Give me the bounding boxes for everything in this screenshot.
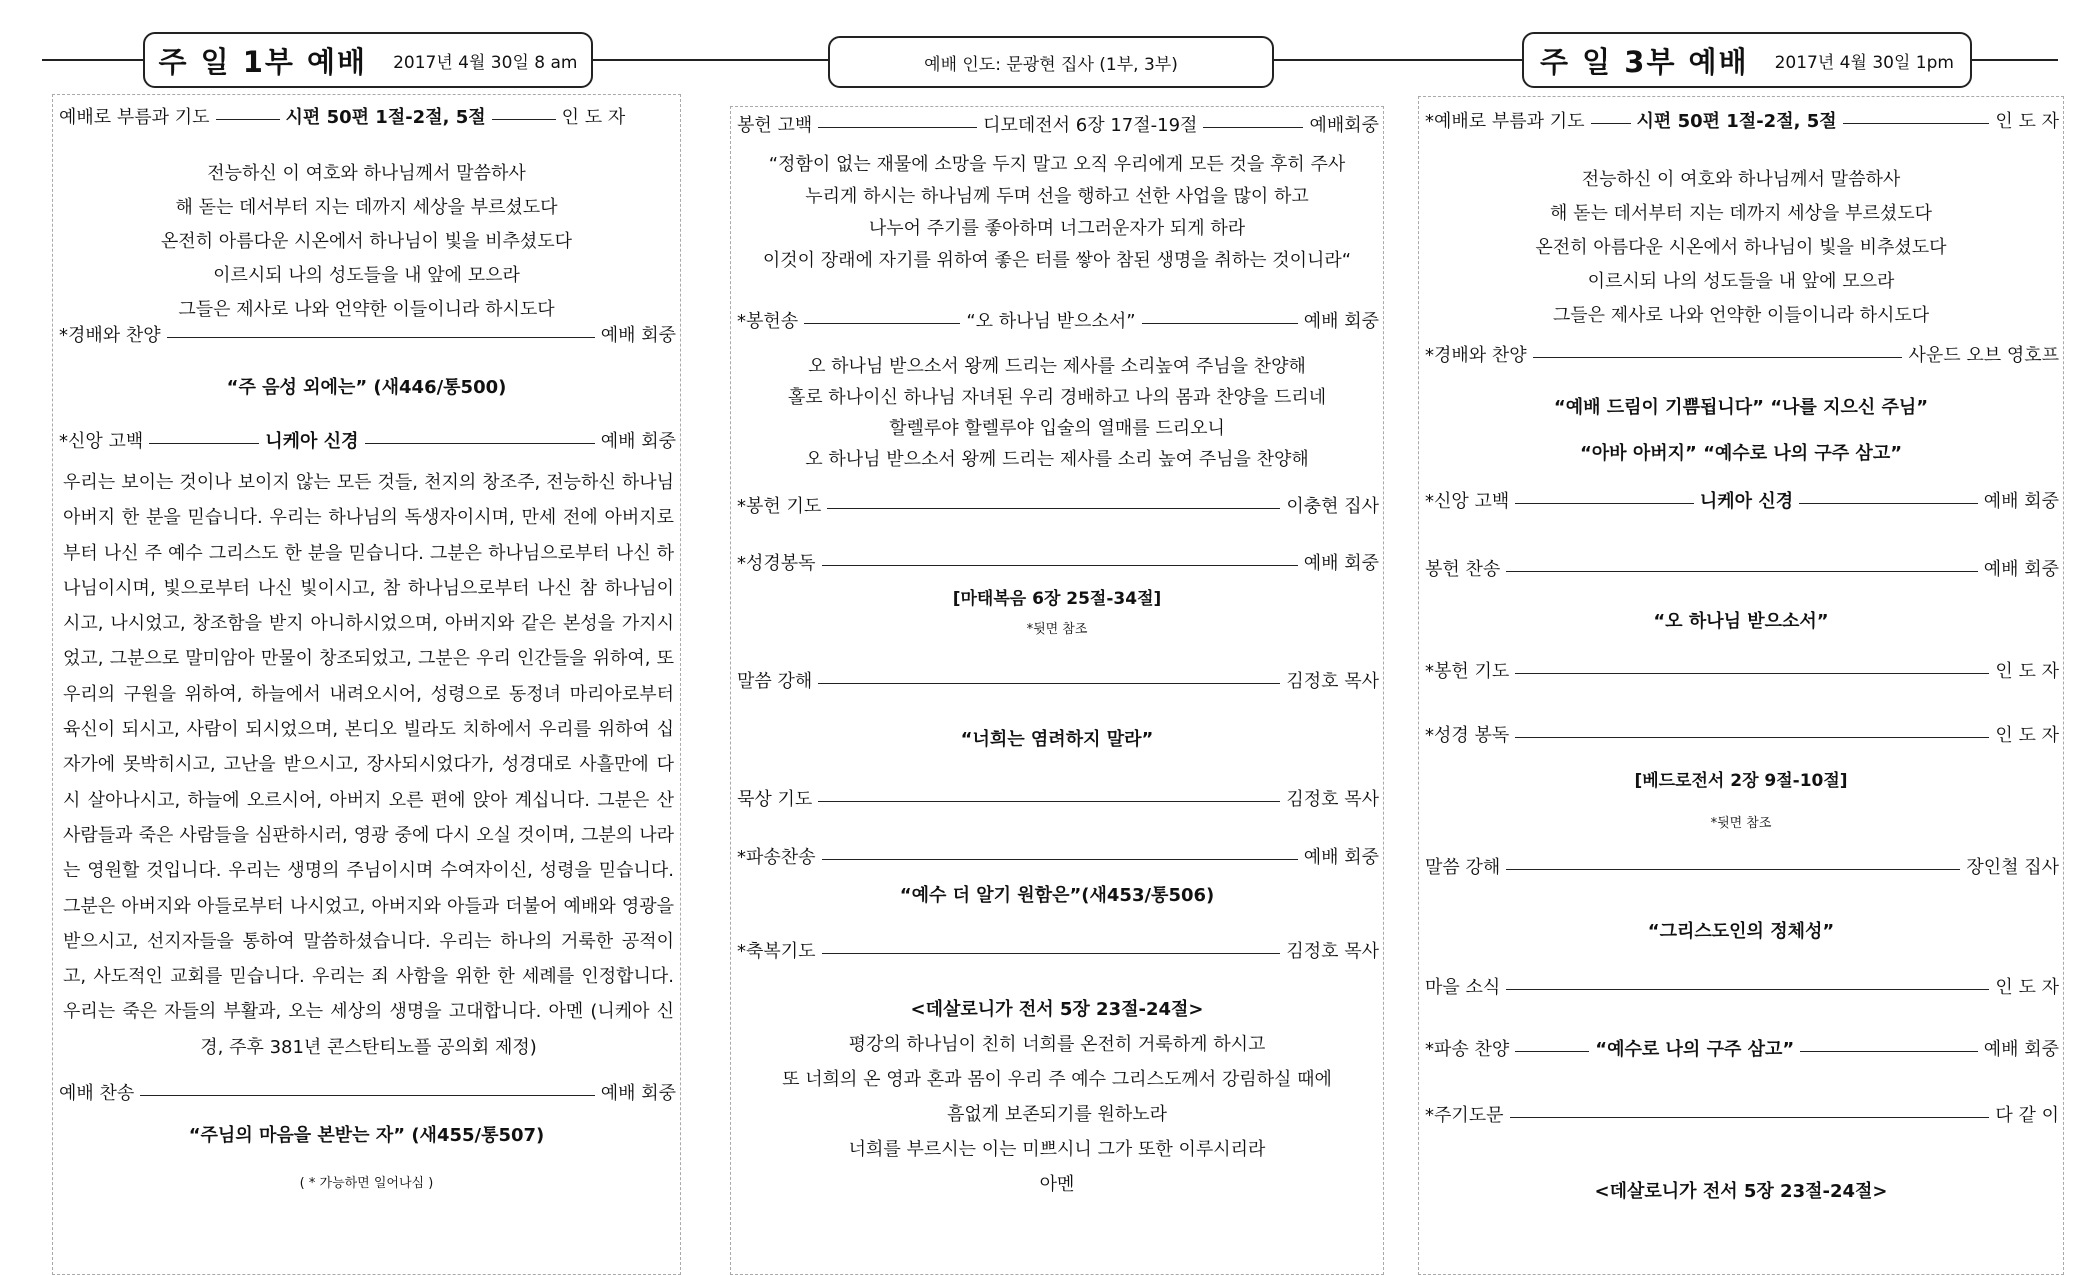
item-person: 인 도 자 bbox=[561, 107, 626, 128]
item-label: *경배와 찬양 bbox=[59, 325, 161, 346]
offering-and-sermon-order bbox=[730, 106, 1384, 1275]
top-rule-center-right bbox=[1270, 59, 1522, 61]
leader-line bbox=[818, 683, 1280, 684]
song-name: “오 하나님 받으소서” bbox=[966, 311, 1136, 332]
closing-hymn-row bbox=[731, 849, 1383, 867]
item-person: 사운드 오브 영호프 bbox=[1908, 345, 2059, 366]
item-person: 예배 회중 bbox=[600, 431, 676, 452]
offering-confession-row bbox=[731, 117, 1383, 135]
offering-text bbox=[731, 149, 1383, 277]
scripture-reading-row bbox=[1419, 727, 2063, 745]
psalm-line: 전능하신 이 여호와 하나님께서 말씀하사 bbox=[1581, 169, 1901, 190]
closing-praise-row bbox=[1419, 1041, 2063, 1059]
item-person: 예배 회중 bbox=[1303, 311, 1379, 332]
item-person: 다 같 이 bbox=[1995, 1105, 2059, 1126]
item-person: 이충현 집사 bbox=[1286, 496, 1379, 517]
benediction-line: 흠없게 보존되기를 원하노라 bbox=[946, 1104, 1168, 1125]
item-label: *파송 찬양 bbox=[1425, 1039, 1510, 1060]
psalm-line: 이르시되 나의 성도들을 내 앞에 모으라 bbox=[213, 265, 520, 286]
leader-line bbox=[822, 953, 1281, 954]
item-person: 인 도 자 bbox=[1995, 725, 2059, 746]
lords-prayer-row bbox=[1419, 1107, 2063, 1125]
item-person: 예배회중 bbox=[1309, 115, 1379, 136]
leader-line bbox=[1591, 123, 1631, 124]
item-scripture: 디모데전서 6장 17절-19절 bbox=[983, 115, 1198, 136]
offering-line: 누리게 하시는 하나님께 두며 선을 행하고 선한 사업을 많이 하고 bbox=[805, 186, 1309, 207]
top-rule-right bbox=[1970, 59, 2058, 61]
leader-line bbox=[1515, 1051, 1589, 1052]
item-label: *봉헌 기도 bbox=[737, 496, 822, 517]
psalm-line: 전능하신 이 여호와 하나님께서 말씀하사 bbox=[207, 163, 526, 184]
worship-row bbox=[1419, 347, 2063, 365]
village-news-row bbox=[1419, 979, 2063, 997]
benediction-ref: <데살로니가 전서 5장 23절-24절> bbox=[1594, 1181, 1888, 1202]
offering-line: 나누어 주기를 좋아하며 너그러운자가 되게 하라 bbox=[868, 218, 1246, 239]
offering-song-row bbox=[731, 313, 1383, 331]
hymn-song: “주님의 마음을 본받는 자” (새455/통507) bbox=[188, 1125, 545, 1146]
worship-leader: 예배 인도: 문광현 집사 (1부, 3부) bbox=[924, 54, 1178, 75]
sermon-row bbox=[731, 673, 1383, 691]
item-person: 인 도 자 bbox=[1995, 111, 2059, 132]
lyric-line: 홀로 하나이신 하나님 자녀된 우리 경배하고 나의 몸과 찬양을 드리네 bbox=[787, 387, 1327, 408]
psalm-line: 온전히 아름다운 시온에서 하나님이 빛을 비추셨도다 bbox=[160, 231, 573, 252]
item-person: 장인철 집사 bbox=[1966, 857, 2059, 878]
item-person: 예배 회중 bbox=[600, 1083, 676, 1104]
leader-line bbox=[1506, 989, 1989, 990]
leader-line bbox=[1510, 1117, 1990, 1118]
item-label: 묵상 기도 bbox=[737, 789, 813, 810]
sermon-title: “그리스도인의 정체성” bbox=[1647, 921, 1835, 942]
leader-line bbox=[1506, 571, 1977, 572]
lyric-line: 오 하나님 받으소서 왕께 드리는 제사를 소리 높여 주님을 찬양해 bbox=[805, 449, 1309, 470]
item-person: 예배 회중 bbox=[1983, 1039, 2059, 1060]
scripture-note: *뒷면 참조 bbox=[1026, 622, 1088, 637]
leader-line bbox=[167, 337, 595, 338]
scripture-ref: [베드로전서 2장 9절-10절] bbox=[1634, 771, 1848, 791]
leader-line bbox=[216, 119, 280, 120]
item-label: *축복기도 bbox=[737, 941, 816, 962]
top-rule-center-left bbox=[589, 59, 829, 61]
item-person: 인 도 자 bbox=[1995, 977, 2059, 998]
top-rule-left bbox=[42, 59, 145, 61]
service3-order bbox=[1418, 96, 2064, 1275]
item-label: 예배 찬송 bbox=[59, 1083, 135, 1104]
sermon-title: “너희는 염려하지 말라” bbox=[960, 729, 1154, 750]
leader-line bbox=[1515, 737, 1989, 738]
leader-line bbox=[827, 508, 1280, 509]
leader-line bbox=[1843, 123, 1990, 124]
item-person: 김정호 목사 bbox=[1286, 789, 1379, 810]
leader-line bbox=[1142, 323, 1298, 324]
silent-prayer-row bbox=[731, 791, 1383, 809]
item-label: *파송찬송 bbox=[737, 847, 816, 868]
psalm-line: 그들은 제사로 나와 언약한 이들이니라 하시도다 bbox=[1552, 305, 1930, 326]
creed-name: 니케아 신경 bbox=[265, 431, 359, 452]
benediction-row bbox=[731, 943, 1383, 961]
call-to-worship-row bbox=[1419, 113, 2063, 131]
item-person: 인 도 자 bbox=[1995, 661, 2059, 682]
benediction-line: 아멘 bbox=[1039, 1174, 1075, 1195]
scripture-reading-row bbox=[731, 555, 1383, 573]
leader-line bbox=[822, 565, 1298, 566]
item-person: 예배 회중 bbox=[600, 325, 676, 346]
benediction-text bbox=[731, 1027, 1383, 1202]
item-label: *신앙 고백 bbox=[59, 431, 144, 452]
benediction-ref: <데살로니가 전서 5장 23절-24절> bbox=[910, 999, 1204, 1020]
item-person: 김정호 목사 bbox=[1286, 671, 1379, 692]
leader-line bbox=[822, 859, 1298, 860]
item-person: 예배 회중 bbox=[1983, 491, 2059, 512]
offering-hymn-title: “오 하나님 받으소서” bbox=[1653, 611, 1829, 632]
lyric-line: 할렐루야 할렐루야 입술의 열매를 드리오니 bbox=[889, 418, 1225, 439]
item-label: *봉헌 기도 bbox=[1425, 661, 1510, 682]
scripture-note: *뒷면 참조 bbox=[1710, 816, 1772, 831]
leader-line bbox=[1515, 503, 1694, 504]
item-person: 예배 회중 bbox=[1983, 559, 2059, 580]
psalm-text bbox=[1419, 163, 2063, 333]
offering-line: “정함이 없는 재물에 소망을 두지 말고 오직 우리에게 모든 것을 후히 주사 bbox=[768, 154, 1346, 175]
worship-songs-2: “아바 아버지” “예수로 나의 구주 삼고” bbox=[1579, 443, 1903, 464]
creed-row bbox=[53, 433, 680, 451]
item-label: *주기도문 bbox=[1425, 1105, 1504, 1126]
scripture-ref: [마태복음 6장 25절-34절] bbox=[952, 589, 1162, 609]
offering-line: 이것이 장래에 자기를 위하여 좋은 터를 쌓아 참된 생명을 취하는 것이니라“ bbox=[762, 250, 1352, 271]
benediction-line: 또 너희의 온 영과 혼과 몸이 우리 주 예수 그리스도께서 강림하실 때에 bbox=[782, 1069, 1332, 1090]
psalm-line: 해 돋는 데서부터 지는 데까지 세상을 부르셨도다 bbox=[1549, 203, 1933, 224]
benediction-line: 평강의 하나님이 친히 너희를 온전히 거룩하게 하시고 bbox=[848, 1034, 1266, 1055]
service1-header bbox=[143, 32, 593, 88]
hymn-row bbox=[53, 1085, 680, 1103]
item-scripture: 시편 50편 1절-2절, 5절 bbox=[285, 107, 486, 128]
creed-name: 니케아 신경 bbox=[1699, 491, 1794, 512]
leader-line bbox=[1799, 503, 1978, 504]
item-label: 봉헌 찬송 bbox=[1425, 559, 1501, 580]
leader-line bbox=[140, 1095, 594, 1096]
worship-row bbox=[53, 327, 680, 345]
offering-prayer-row bbox=[731, 498, 1383, 516]
offering-prayer-row bbox=[1419, 663, 2063, 681]
leader-line bbox=[149, 443, 259, 444]
leader-line bbox=[1533, 357, 1903, 358]
item-label: *신앙 고백 bbox=[1425, 491, 1510, 512]
leader-line bbox=[1515, 673, 1989, 674]
lyric-line: 오 하나님 받으소서 왕께 드리는 제사를 소리높여 주님을 찬양해 bbox=[808, 356, 1306, 377]
item-scripture: 시편 50편 1절-2절, 5절 bbox=[1636, 111, 1837, 132]
closing-song: “예수 더 알기 원함은”(새453/통506) bbox=[899, 885, 1215, 906]
service3-header bbox=[1522, 32, 1972, 88]
leader-line bbox=[365, 443, 595, 444]
item-label: *예배로 부름과 기도 bbox=[1425, 111, 1585, 132]
item-label: 예배로 부름과 기도 bbox=[59, 107, 210, 128]
psalm-line: 이르시되 나의 성도들을 내 앞에 모으라 bbox=[1587, 271, 1895, 292]
leader-line bbox=[1800, 1051, 1977, 1052]
benediction-line: 너희를 부르시는 이는 미쁘시니 그가 또한 이루시리라 bbox=[848, 1139, 1266, 1160]
leader-header bbox=[828, 36, 1274, 88]
sermon-row bbox=[1419, 859, 2063, 877]
item-person: 예배 회중 bbox=[1303, 847, 1379, 868]
item-label: 봉헌 고백 bbox=[737, 115, 813, 136]
psalm-line: 온전히 아름다운 시온에서 하나님이 빛을 비추셨도다 bbox=[1535, 237, 1947, 258]
service1-order bbox=[52, 94, 681, 1275]
item-label: *봉헌송 bbox=[737, 311, 799, 332]
leader-line bbox=[492, 119, 556, 120]
service3-title: 주 일 3부 예배 bbox=[1540, 44, 1749, 79]
nicene-creed-text: 우리는 보이는 것이나 보이지 않는 모든 것들, 천지의 창조주, 전능하신 하나님 아버지 한 분을 믿습니다. 우리는 하나님의 독생자이시며, 만세 전에 아버지로부터 나신 주 예수 그리스도 한 분을 믿습니다. 그분은 하나님으로부터 나신 하나님이시며, 빛으로부터 나신 빛이시고, 참 하나님으로부터 나신 참 하나님이시고, 나시었고, 창조함을 받지 아니하시었으며, 아버지와 같은 본성을 가지시었고, 그분으로 말미암아 만물이 창조되었고, 그분은 우리 인간들을 위하여, 또 우리의 구원을 위하여, 하늘에서 내려오시어, 성령으로 동정녀 마리아로부터 육신이 되시고, 사람이 되시었으며, 본디오 빌라도 치하에서 우리를 위하여 십자가에 못박히시고, 고난을 받으시고, 장사되시었다가, 성경대로 사흘만에 다시 살아나시고, 하늘에 오르시어, 아버지 오른 편에 앉아 계십니다. 그분은 산 사람들과 죽은 사람들을 심판하시러, 영광 중에 다시 오실 것이며, 그분의 나라는 영원할 것입니다. 우리는 생명의 주님이시며 수여자이신, 성령을 믿습니다. 그분은 아버지와 아들로부터 나시었고, 아버지와 아들과 더불어 예배와 영광을 받으시고, 선지자들을 통하여 말씀하셨습니다. 우리는 하나의 거룩한 공적이고, 사도적인 교회를 믿습니다. 우리는 죄 사함을 위한 한 세례를 인정합니다. 우리는 죽은 자들의 부활과, 오는 세상의 생명을 고대합니다. 아멘 (니케아 신경, 주후 381년 콘스탄티노플 공의회 제정) bbox=[63, 472, 674, 1058]
leader-line bbox=[804, 323, 960, 324]
offering-hymn-row bbox=[1419, 561, 2063, 579]
leader-line bbox=[818, 127, 977, 128]
item-label: *성경봉독 bbox=[737, 553, 816, 574]
call-to-worship-row bbox=[53, 109, 680, 127]
item-label: 말씀 강해 bbox=[1425, 857, 1501, 878]
item-person: 김정호 목사 bbox=[1286, 941, 1379, 962]
item-person: 예배 회중 bbox=[1303, 553, 1379, 574]
song-name: “예수로 나의 구주 삼고” bbox=[1595, 1039, 1795, 1060]
service1-title: 주 일 1부 예배 bbox=[158, 44, 368, 79]
item-label: *경배와 찬양 bbox=[1425, 345, 1527, 366]
worship-song: “주 음성 외에는” (새446/통500) bbox=[226, 377, 507, 398]
item-label: *성경 봉독 bbox=[1425, 725, 1510, 746]
item-label: 말씀 강해 bbox=[737, 671, 813, 692]
service3-date: 2017년 4월 30일 1pm bbox=[1774, 52, 1954, 73]
worship-songs-1: “예배 드림이 기쁨됩니다” “나를 지으신 주님” bbox=[1553, 397, 1929, 418]
service1-date: 2017년 4월 30일 8 am bbox=[393, 52, 578, 73]
psalm-line: 해 돋는 데서부터 지는 데까지 세상을 부르셨도다 bbox=[175, 197, 558, 218]
offering-song-lyrics bbox=[731, 351, 1383, 475]
leader-line bbox=[1506, 869, 1960, 870]
leader-line bbox=[818, 801, 1280, 802]
standing-note: ( * 가능하면 일어나심 ) bbox=[299, 1176, 434, 1191]
creed-row bbox=[1419, 493, 2063, 511]
psalm-text bbox=[53, 157, 680, 327]
leader-line bbox=[1203, 127, 1303, 128]
item-label: 마을 소식 bbox=[1425, 977, 1501, 998]
psalm-line: 그들은 제사로 나와 언약한 이들이니라 하시도다 bbox=[178, 299, 555, 320]
